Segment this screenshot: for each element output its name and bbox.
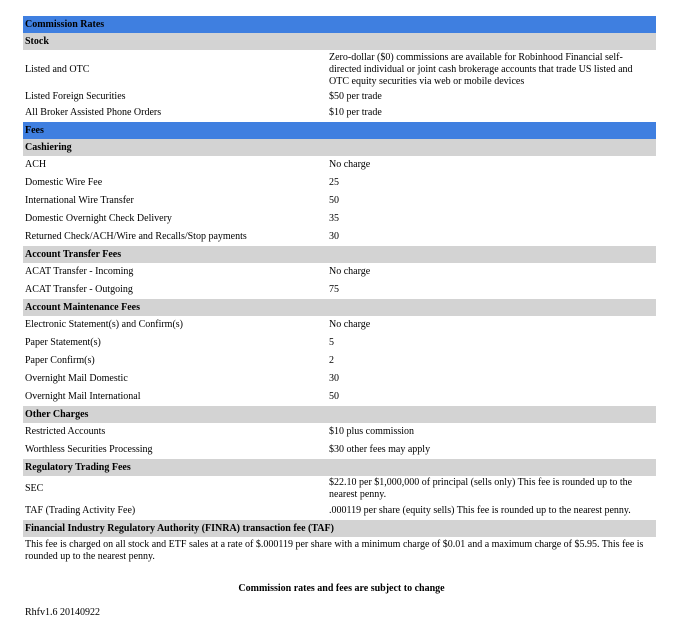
row-label: International Wire Transfer	[25, 195, 134, 206]
row-value: 50	[329, 195, 339, 206]
table-row	[23, 334, 656, 352]
subsection-header-cashiering	[23, 139, 656, 156]
subsection-header-account-maintenance-fees	[23, 299, 656, 316]
row-value: $22.10 per $1,000,000 of principal (sells only) This fee is rounded up to the nearest penny.	[329, 477, 633, 500]
row-label: Overnight Mail International	[25, 391, 141, 402]
row-label: Paper Confirm(s)	[25, 355, 95, 366]
subsection-title: Regulatory Trading Fees	[23, 459, 656, 476]
row-value: $50 per trade	[329, 91, 382, 102]
subsection-header-regulatory-trading-fees	[23, 459, 656, 476]
table-row	[23, 104, 656, 122]
row-value: $30 other fees may apply	[329, 444, 431, 455]
row-value: 5	[329, 337, 334, 348]
row-value: 25	[329, 177, 339, 188]
table-row	[23, 476, 656, 502]
subsection-title: Account Transfer Fees	[23, 246, 656, 263]
row-label: TAF (Trading Activity Fee)	[25, 505, 136, 516]
row-label: ACAT Transfer - Outgoing	[25, 284, 133, 295]
subsection-header-stock	[23, 33, 656, 50]
row-label: Listed and OTC	[25, 64, 90, 75]
subsection-header-finra	[23, 520, 656, 537]
section-header-commission-rates	[23, 16, 656, 33]
table-row	[23, 210, 656, 228]
table-row	[23, 352, 656, 370]
subsection-title: Other Charges	[23, 406, 656, 423]
finra-note-row	[23, 537, 656, 565]
row-label: Returned Check/ACH/Wire and Recalls/Stop payments	[25, 231, 247, 242]
row-label: ACAT Transfer - Incoming	[25, 266, 134, 277]
row-label: Restricted Accounts	[25, 426, 106, 437]
table-row	[23, 174, 656, 192]
row-value: 35	[329, 213, 339, 224]
version-label: Rhfv1.6 20140922	[25, 607, 100, 618]
row-value: $10 plus commission	[329, 426, 415, 437]
table-row	[23, 423, 656, 441]
row-value: No charge	[329, 319, 371, 330]
table-row	[23, 50, 656, 90]
table-row	[23, 441, 656, 459]
table-row	[23, 502, 656, 520]
section-title: Commission Rates	[23, 16, 656, 33]
section-title: Fees	[23, 122, 656, 139]
row-label: Paper Statement(s)	[25, 337, 101, 348]
table-row	[23, 370, 656, 388]
table-row	[23, 263, 656, 281]
table-row	[23, 90, 656, 104]
row-label: Domestic Wire Fee	[25, 177, 103, 188]
row-label: ACH	[25, 159, 47, 170]
subsection-header-account-transfer-fees	[23, 246, 656, 263]
table-row	[23, 192, 656, 210]
footer-note: Commission rates and fees are subject to change	[238, 583, 445, 594]
subsection-title: Account Maintenance Fees	[23, 299, 656, 316]
row-value: 2	[329, 355, 334, 366]
row-value: $10 per trade	[329, 107, 382, 118]
finra-note: This fee is charged on all stock and ETF sales at a rate of $.000119 per share with a minimum charge of $0.01 and a maximum charge of $5.95. This fee is rounded up to the nearest penny.	[25, 539, 644, 562]
fee-schedule-table	[23, 16, 656, 565]
row-value: 30	[329, 231, 339, 242]
subsection-title: Stock	[23, 33, 656, 50]
row-label: All Broker Assisted Phone Orders	[25, 107, 162, 118]
row-label: Listed Foreign Securities	[25, 91, 126, 102]
row-label: Domestic Overnight Check Delivery	[25, 213, 172, 224]
row-value: 50	[329, 391, 339, 402]
subsection-title: Cashiering	[23, 139, 656, 156]
row-label: SEC	[25, 483, 44, 494]
table-row	[23, 156, 656, 174]
table-row	[23, 228, 656, 246]
row-value: 75	[329, 284, 339, 295]
row-value: No charge	[329, 159, 371, 170]
subsection-header-other-charges	[23, 406, 656, 423]
table-row	[23, 281, 656, 299]
row-label: Electronic Statement(s) and Confirm(s)	[25, 319, 184, 330]
table-row	[23, 316, 656, 334]
row-value: No charge	[329, 266, 371, 277]
table-row	[23, 388, 656, 406]
row-value: Zero-dollar ($0) commissions are available for Robinhood Financial self-directed individual or joint cash brokerage accounts that trade US listed and OTC equity securities via web or mobile devices	[329, 52, 633, 87]
row-value: .000119 per share (equity sells) This fee is rounded up to the nearest penny.	[329, 505, 631, 516]
section-header-fees	[23, 122, 656, 139]
subsection-title: Financial Industry Regulatory Authority (FINRA) transaction fee (TAF)	[23, 520, 656, 537]
row-value: 30	[329, 373, 339, 384]
row-label: Overnight Mail Domestic	[25, 373, 128, 384]
row-label: Worthless Securities Processing	[25, 444, 153, 455]
